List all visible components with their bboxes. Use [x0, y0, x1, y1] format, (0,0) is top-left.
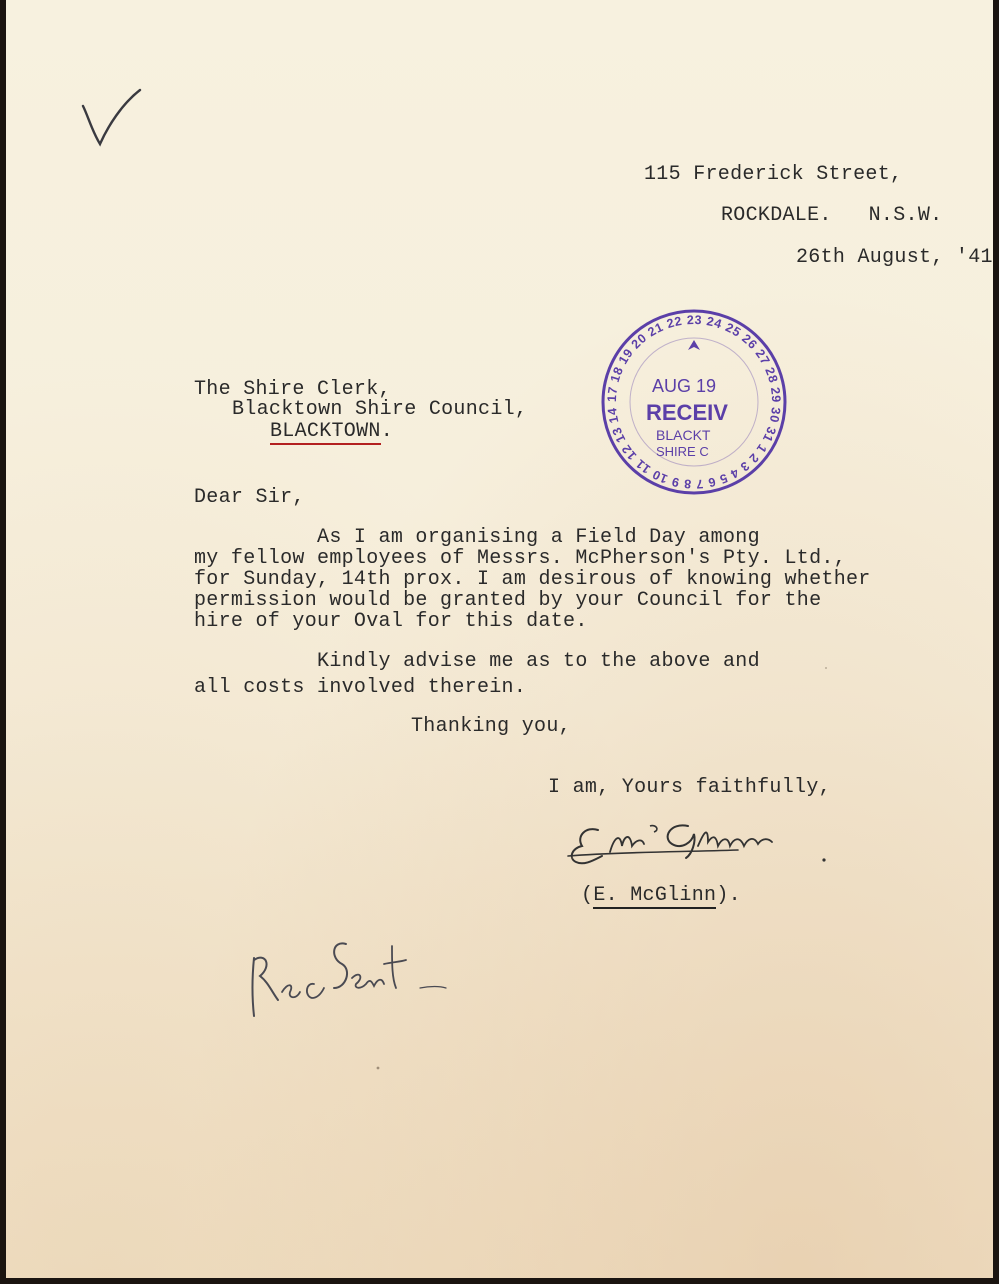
- recipient-town: BLACKTOWN: [270, 420, 381, 443]
- letter-page: [6, 0, 993, 1278]
- stamp-place-line2: SHIRE C: [656, 444, 709, 459]
- salutation: Dear Sir,: [194, 486, 305, 509]
- body-p1-line3: for Sunday, 14th prox. I am desirous of knowing whether: [194, 568, 871, 591]
- closing-line: I am, Yours faithfully,: [548, 776, 831, 799]
- sender-suburb-state: ROCKDALE. N.S.W.: [721, 204, 943, 227]
- stamp-status-line: RECEIV: [646, 400, 728, 425]
- recipient-line2: Blacktown Shire Council,: [232, 398, 528, 421]
- recipient-line1: The Shire Clerk,: [194, 378, 391, 401]
- closing-thanks: Thanking you,: [411, 715, 571, 738]
- stamp-place-line1: BLACKT: [656, 427, 711, 443]
- stamp-date-line: AUG 19: [652, 376, 717, 396]
- body-p2-line1: Kindly advise me as to the above and: [194, 650, 760, 673]
- typed-name-close: ).: [716, 884, 741, 907]
- body-p1-line2: my fellow employees of Messrs. McPherson's Pty. Ltd.,: [194, 547, 847, 570]
- body-p1-line4: permission would be granted by your Council for the: [194, 589, 822, 612]
- typed-name-open: (: [581, 884, 594, 907]
- paper-specks: [6, 0, 993, 1278]
- body-p1-line5: hire of your Oval for this date.: [194, 610, 588, 633]
- body-p1-line1: As I am organising a Field Day among: [194, 526, 760, 549]
- body-p2-line2: all costs involved therein.: [194, 676, 527, 699]
- letter-date: 26th August, '41: [796, 246, 993, 269]
- typed-name: E. McGlinn: [593, 884, 717, 907]
- stamp-ring-numbers: 17 18 19 20 21 22 23 24 25 26 27 28 29 30 31 1 2 3 4 5 6 7 8 9 10 11 12 13 14 15 16: [590, 291, 784, 492]
- recipient-town-suffix: .: [380, 420, 394, 443]
- sender-street: 115 Frederick Street,: [644, 163, 903, 186]
